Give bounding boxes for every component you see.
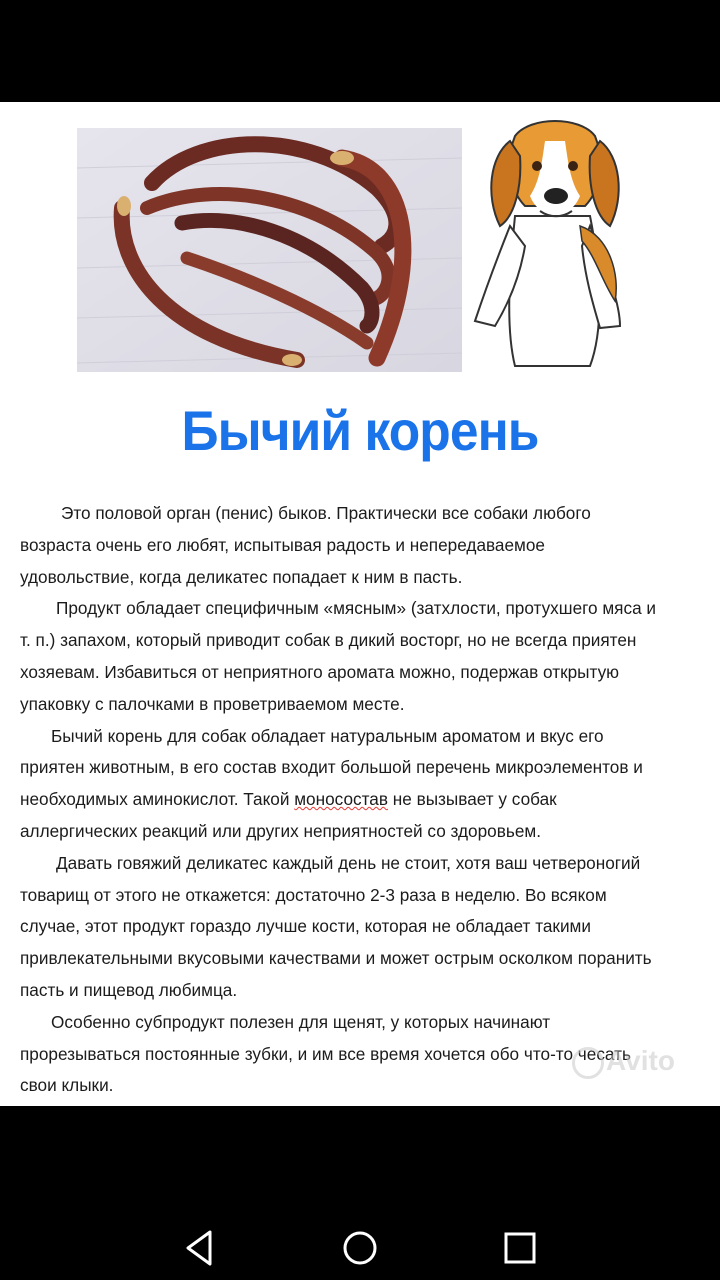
navigation-bar <box>0 1106 720 1280</box>
spellcheck-underline: моносостав <box>294 789 388 810</box>
article-text <box>20 498 710 1102</box>
ad-title: Бычий корень <box>181 399 539 462</box>
paragraph: Это половой орган (пенис) быков. Практически все собаки любого возраста очень его любят, испытывая радость и непередаваемое удовольствие, когда деликатес попадает к ним в пасть. <box>20 503 591 587</box>
beagle-illustration <box>470 116 640 378</box>
back-icon[interactable] <box>176 1224 224 1272</box>
avito-watermark: Avito <box>572 1045 675 1079</box>
status-bar <box>0 0 720 102</box>
paragraph: Продукт обладает специфичным «мясным» (затхлости, протухшего мяса и т. п.) запахом, который приводит собак в дикий восторг, но не всегда приятен хозяевам. Избавиться от неприятного аромата можно, подержав открытую упаковку с палочками в проветриваемом месте. <box>20 598 656 714</box>
home-icon[interactable] <box>336 1224 384 1272</box>
product-photo <box>77 128 462 372</box>
paragraph: Бычий корень для собак обладает натуральным ароматом и вкус его приятен животным, в его состав входит большой перечень микроэлементов и необходимых аминокислот. Такой моносостав не вызывает у собак аллергических реакций или других неприятностей со здоровьем. <box>20 725 643 841</box>
avito-logo-icon <box>572 1047 604 1079</box>
paragraph: Особенно субпродукт полезен для щенят, у которых начинают прорезываться постоянные зубки, и им все время хочется обо что-то чесать свои клыки. <box>20 1011 631 1096</box>
ad-image <box>0 102 720 1106</box>
paragraph: Давать говяжий деликатес каждый день не стоит, хотя ваш четвероногий товарищ от этого не откажется: достаточно 2-3 раза в неделю. Во всяком случае, этот продукт гораздо лучше кости, которая не обладает такими привлекательными вкусовыми качествами и может острым осколком поранить пасть и пищевод любимца. <box>20 852 652 1000</box>
recents-icon[interactable] <box>496 1224 544 1272</box>
